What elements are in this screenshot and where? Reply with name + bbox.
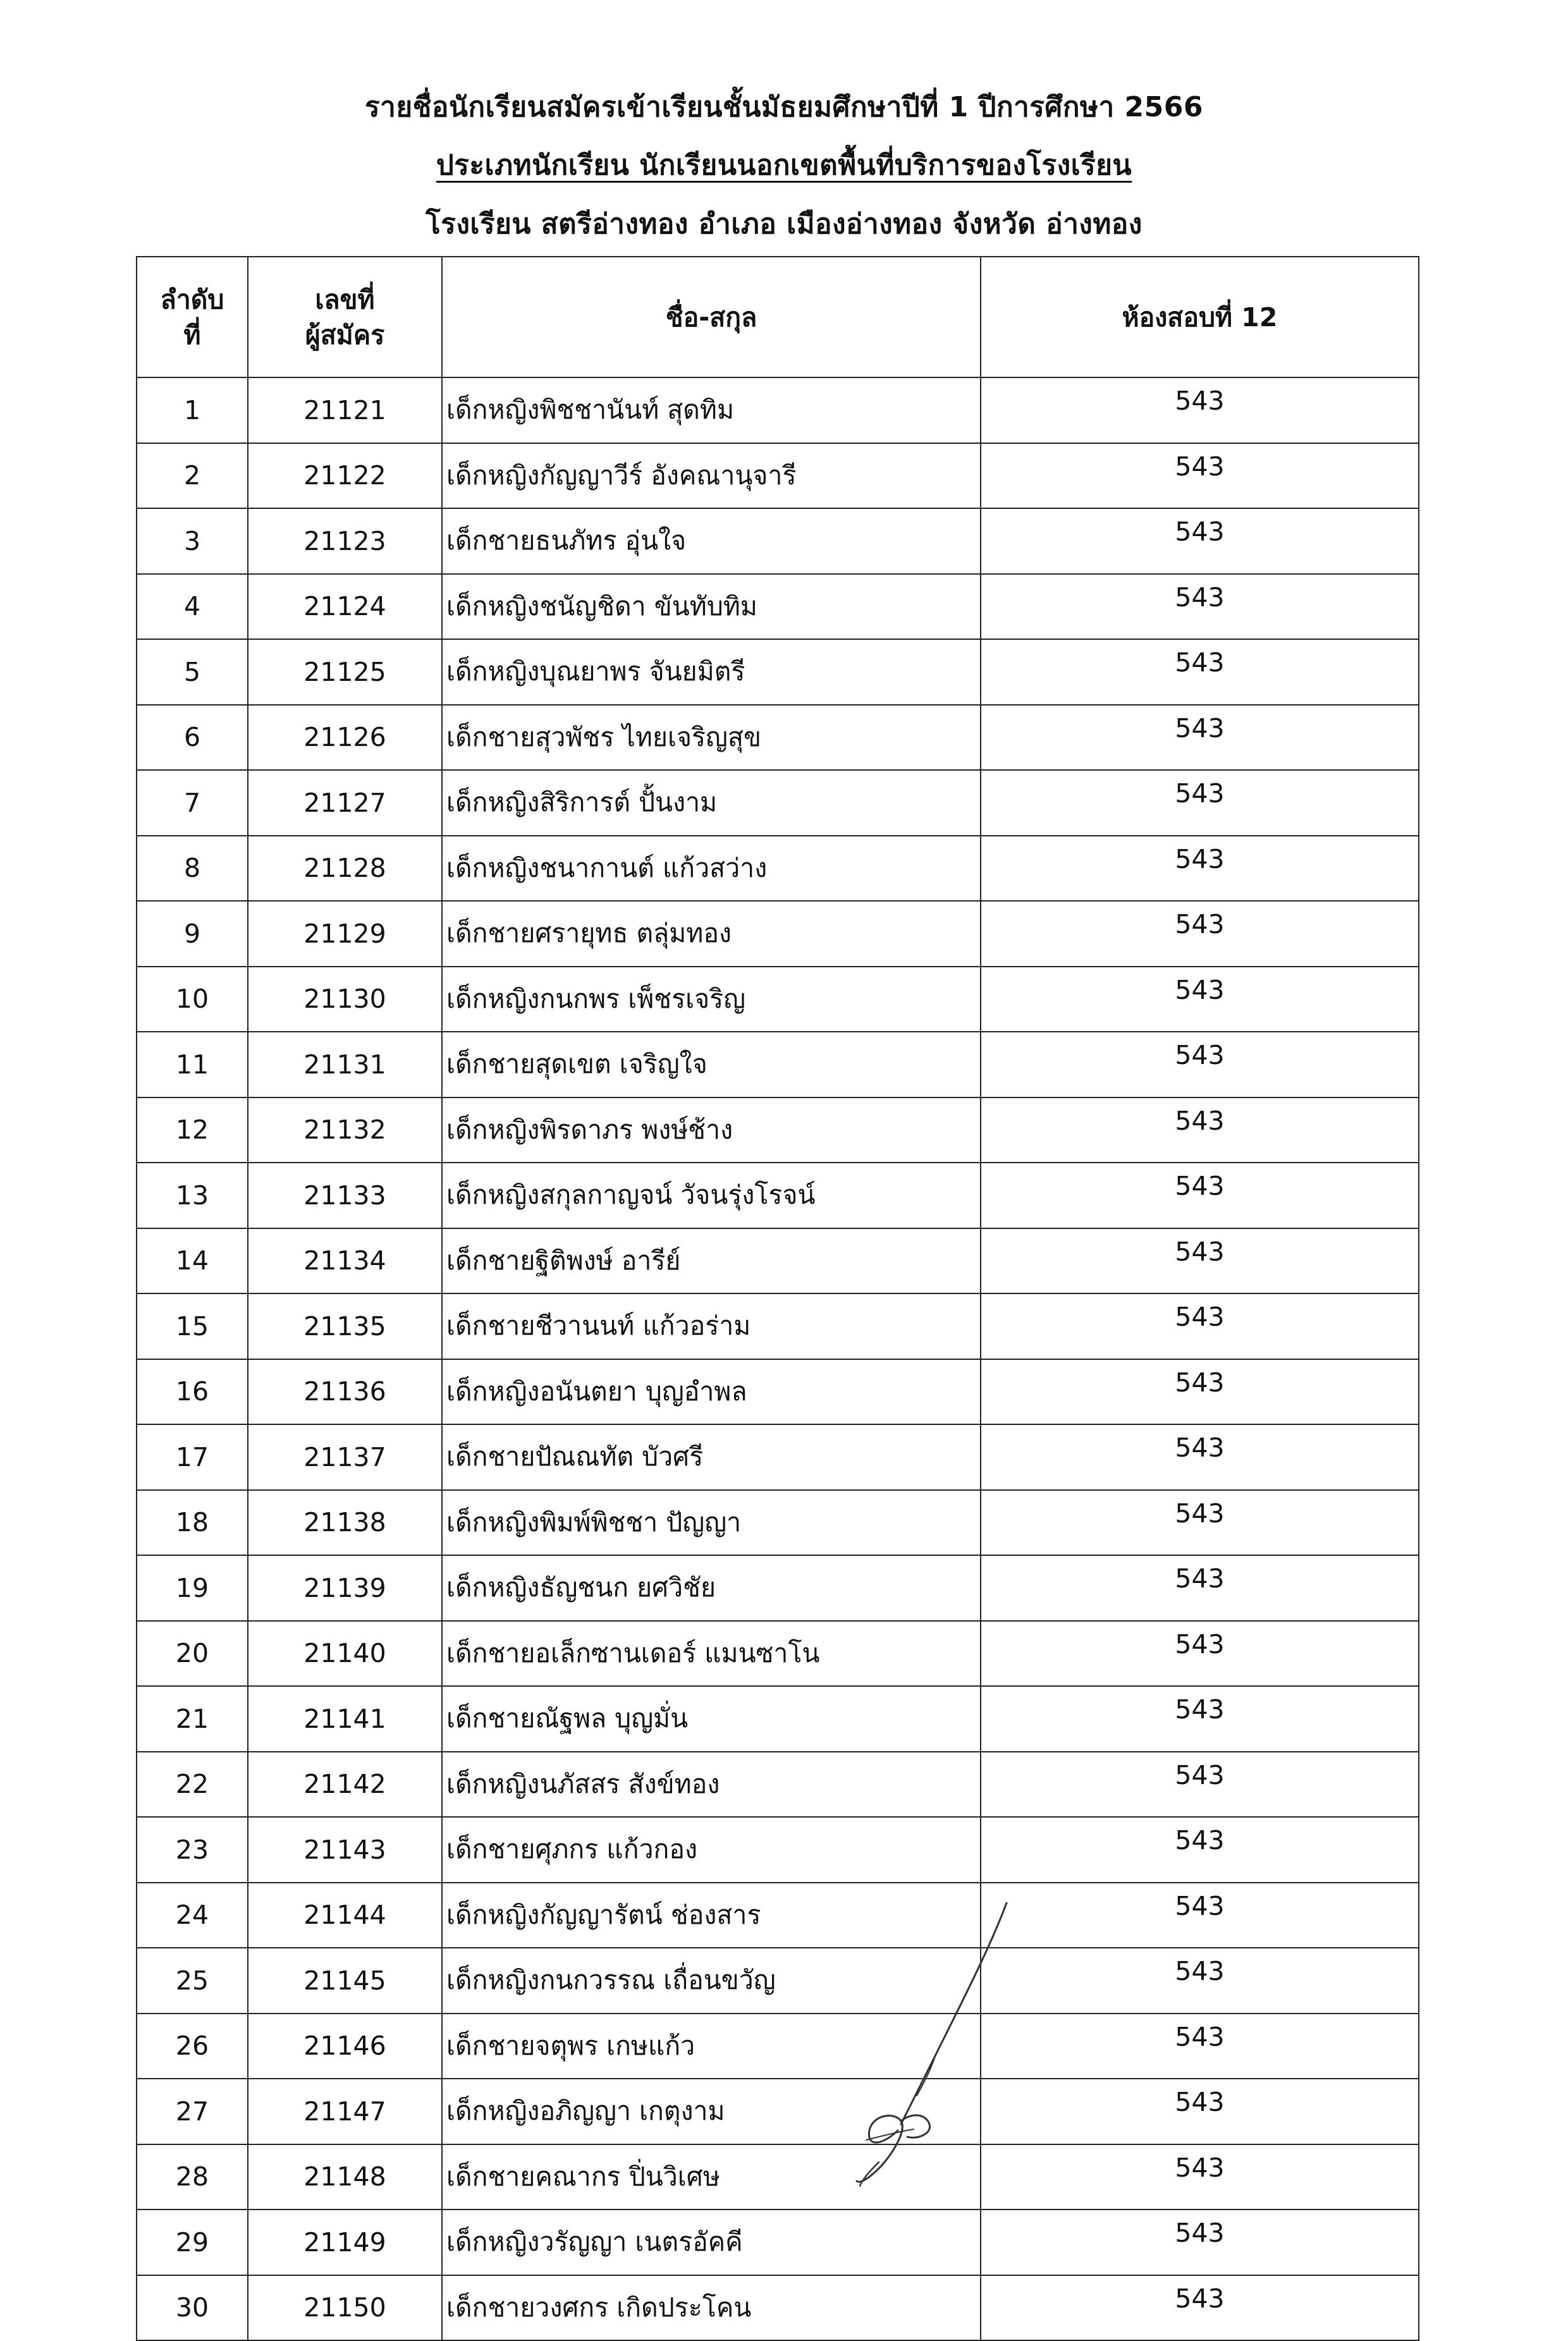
row-order-number: 19 [137,1555,248,1621]
table-row [137,2210,1419,2275]
table-row [137,1359,1419,1425]
row-exam-room: 543 [981,705,1419,771]
column-header-applicant-line2: ผู้สมัคร [305,319,385,350]
row-exam-room: 543 [981,836,1419,902]
row-order-number: 11 [137,1032,248,1097]
row-student-name: เด็กหญิงนภัสสร สังข์ทอง [442,1752,981,1818]
row-exam-room: 543 [981,1490,1419,1556]
row-order-number: 25 [137,1948,248,2014]
row-order-number: 4 [137,574,248,640]
row-student-name: เด็กชายอเล็กซานเดอร์ แมนซาโน [442,1621,981,1687]
row-exam-room: 543 [981,1752,1419,1818]
row-student-name: เด็กหญิงวรัญญา เนตรอัคคี [442,2210,981,2275]
row-student-name: เด็กชายธนภัทร อุ่นใจ [442,508,981,574]
row-student-name: เด็กชายณัฐพล บุญมั่น [442,1686,981,1752]
row-applicant-number: 21125 [248,639,442,705]
row-order-number: 8 [137,836,248,902]
column-header-exam-room: ห้องสอบที่ 12 [981,257,1419,377]
row-student-name: เด็กหญิงพิรดาภร พงษ์ช้าง [442,1097,981,1163]
row-exam-room: 543 [981,1293,1419,1359]
row-applicant-number: 21143 [248,1817,442,1883]
table-row [137,2275,1419,2341]
column-header-name: ชื่อ-สกุล [442,257,981,377]
row-applicant-number: 21144 [248,1883,442,1948]
row-applicant-number: 21132 [248,1097,442,1163]
row-order-number: 22 [137,1752,248,1818]
row-applicant-number: 21135 [248,1293,442,1359]
document-title: รายชื่อนักเรียนสมัครเข้าเรียนชั้นมัธยมศึกษาปีที่ 1 ปีการศึกษา 2566 [365,91,1203,123]
row-exam-room: 543 [981,377,1419,443]
column-header-order-line1: ลำดับ [160,284,224,315]
table-row [137,1686,1419,1752]
row-applicant-number: 21138 [248,1490,442,1556]
row-exam-room: 543 [981,1686,1419,1752]
table-row [137,1097,1419,1163]
row-order-number: 24 [137,1883,248,1948]
row-student-name: เด็กหญิงพิชชานันท์ สุดทิม [442,377,981,443]
table-row [137,705,1419,771]
column-header-applicant-number [248,257,442,377]
column-header-order-line2: ที่ [183,319,201,350]
row-applicant-number: 21134 [248,1228,442,1294]
row-applicant-number: 21140 [248,1621,442,1687]
row-order-number: 15 [137,1293,248,1359]
row-order-number: 29 [137,2210,248,2275]
table-header [137,257,1419,377]
row-student-name: เด็กหญิงพิมพ์พิชชา ปัญญา [442,1490,981,1556]
table-row [137,1228,1419,1294]
table-row [137,1424,1419,1490]
row-order-number: 6 [137,705,248,771]
row-exam-room: 543 [981,1883,1419,1948]
table-row [137,1555,1419,1621]
row-student-name: เด็กหญิงบุณยาพร จันยมิตรี [442,639,981,705]
table-row [137,2144,1419,2210]
row-exam-room: 543 [981,443,1419,509]
row-order-number: 18 [137,1490,248,1556]
row-order-number: 5 [137,639,248,705]
row-order-number: 16 [137,1359,248,1425]
row-exam-room: 543 [981,1817,1419,1883]
row-order-number: 2 [137,443,248,509]
row-order-number: 17 [137,1424,248,1490]
row-exam-room: 543 [981,574,1419,640]
table-row [137,377,1419,443]
row-exam-room: 543 [981,1359,1419,1425]
table-row [137,2014,1419,2079]
table-row [137,1293,1419,1359]
row-applicant-number: 21137 [248,1424,442,1490]
student-category-text: ประเภทนักเรียน นักเรียนนอกเขตพื้นที่บริการของโรงเรียน [436,149,1132,181]
table-row [137,967,1419,1032]
table-row [137,508,1419,574]
column-header-applicant-line1: เลขที่ [315,284,375,315]
row-student-name: เด็กชายจตุพร เกษแก้ว [442,2014,981,2079]
school-line: โรงเรียน สตรีอ่างทอง อำเภอ เมืองอ่างทอง จังหวัด อ่างทอง [426,208,1142,240]
row-order-number: 20 [137,1621,248,1687]
row-applicant-number: 21130 [248,967,442,1032]
row-student-name: เด็กหญิงชนากานต์ แก้วสว่าง [442,836,981,902]
row-student-name: เด็กชายศุภกร แก้วกอง [442,1817,981,1883]
row-exam-room: 543 [981,901,1419,967]
student-category-line [0,147,1568,185]
row-exam-room: 543 [981,1555,1419,1621]
row-order-number: 9 [137,901,248,967]
row-exam-room: 543 [981,1424,1419,1490]
table-row [137,901,1419,967]
row-student-name: เด็กหญิงกนกพร เพ็ชรเจริญ [442,967,981,1032]
row-student-name: เด็กหญิงกนกวรรณ เถื่อนขวัญ [442,1948,981,2014]
table-row [137,574,1419,640]
row-applicant-number: 21147 [248,2079,442,2144]
table-row [137,2079,1419,2144]
row-exam-room: 543 [981,2144,1419,2210]
table-body [137,377,1419,2340]
row-order-number: 1 [137,377,248,443]
row-order-number: 10 [137,967,248,1032]
row-order-number: 12 [137,1097,248,1163]
row-applicant-number: 21128 [248,836,442,902]
table-row [137,1621,1419,1687]
row-exam-room: 543 [981,1621,1419,1687]
row-exam-room: 543 [981,2014,1419,2079]
row-student-name: เด็กหญิงสกุลกาญจน์ วัจนรุ่งโรจน์ [442,1163,981,1228]
row-exam-room: 543 [981,967,1419,1032]
row-student-name: เด็กหญิงสิริการต์ ปั้นงาม [442,770,981,836]
table-row [137,443,1419,509]
table-row [137,1032,1419,1097]
row-student-name: เด็กชายชีวานนท์ แก้วอร่าม [442,1293,981,1359]
row-applicant-number: 21129 [248,901,442,967]
table-row [137,770,1419,836]
row-applicant-number: 21123 [248,508,442,574]
row-student-name: เด็กชายวงศกร เกิดประโคน [442,2275,981,2341]
row-student-name: เด็กหญิงกัญญารัตน์ ช่องสาร [442,1883,981,1948]
row-order-number: 26 [137,2014,248,2079]
row-applicant-number: 21126 [248,705,442,771]
column-header-order [137,257,248,377]
row-exam-room: 543 [981,1032,1419,1097]
row-exam-room: 543 [981,1228,1419,1294]
row-order-number: 7 [137,770,248,836]
row-exam-room: 543 [981,639,1419,705]
row-order-number: 13 [137,1163,248,1228]
row-student-name: เด็กหญิงอนันตยา บุญอำพล [442,1359,981,1425]
applicant-table [136,256,1419,2341]
row-applicant-number: 21124 [248,574,442,640]
header-row [137,257,1419,377]
row-order-number: 23 [137,1817,248,1883]
row-applicant-number: 21145 [248,1948,442,2014]
row-exam-room: 543 [981,2275,1419,2341]
row-student-name: เด็กหญิงชนัญชิดา ขันทับทิม [442,574,981,640]
row-exam-room: 543 [981,2210,1419,2275]
row-applicant-number: 21131 [248,1032,442,1097]
row-student-name: เด็กชายฐิติพงษ์ อารีย์ [442,1228,981,1294]
row-order-number: 28 [137,2144,248,2210]
row-applicant-number: 21150 [248,2275,442,2341]
row-exam-room: 543 [981,508,1419,574]
row-order-number: 14 [137,1228,248,1294]
row-applicant-number: 21121 [248,377,442,443]
table-row [137,1752,1419,1818]
row-applicant-number: 21136 [248,1359,442,1425]
row-applicant-number: 21149 [248,2210,442,2275]
row-exam-room: 543 [981,2079,1419,2144]
table-row [137,1163,1419,1228]
table-row [137,1883,1419,1948]
row-student-name: เด็กชายสุวพัชร ไทยเจริญสุข [442,705,981,771]
row-exam-room: 543 [981,1163,1419,1228]
row-applicant-number: 21146 [248,2014,442,2079]
row-applicant-number: 21133 [248,1163,442,1228]
table-row [137,1490,1419,1556]
row-applicant-number: 21142 [248,1752,442,1818]
row-student-name: เด็กหญิงกัญญาวีร์ อังคณานุจารี [442,443,981,509]
row-student-name: เด็กชายคณากร ปิ่นวิเศษ [442,2144,981,2210]
row-exam-room: 543 [981,1097,1419,1163]
row-order-number: 30 [137,2275,248,2341]
table-row [137,1948,1419,2014]
row-exam-room: 543 [981,770,1419,836]
row-order-number: 21 [137,1686,248,1752]
row-exam-room: 543 [981,1948,1419,2014]
table-row [137,1817,1419,1883]
row-applicant-number: 21122 [248,443,442,509]
row-order-number: 3 [137,508,248,574]
table-row [137,836,1419,902]
row-student-name: เด็กชายสุดเขต เจริญใจ [442,1032,981,1097]
row-applicant-number: 21127 [248,770,442,836]
row-student-name: เด็กหญิงอภิญญา เกตุงาม [442,2079,981,2144]
row-order-number: 27 [137,2079,248,2144]
row-student-name: เด็กชายปัณณทัต บัวศรี [442,1424,981,1490]
row-applicant-number: 21141 [248,1686,442,1752]
row-student-name: เด็กหญิงธัญชนก ยศวิชัย [442,1555,981,1621]
handwritten-signature [841,1897,1043,2187]
table-row [137,639,1419,705]
row-applicant-number: 21148 [248,2144,442,2210]
row-applicant-number: 21139 [248,1555,442,1621]
row-student-name: เด็กชายศรายุทธ ตลุ่มทอง [442,901,981,967]
